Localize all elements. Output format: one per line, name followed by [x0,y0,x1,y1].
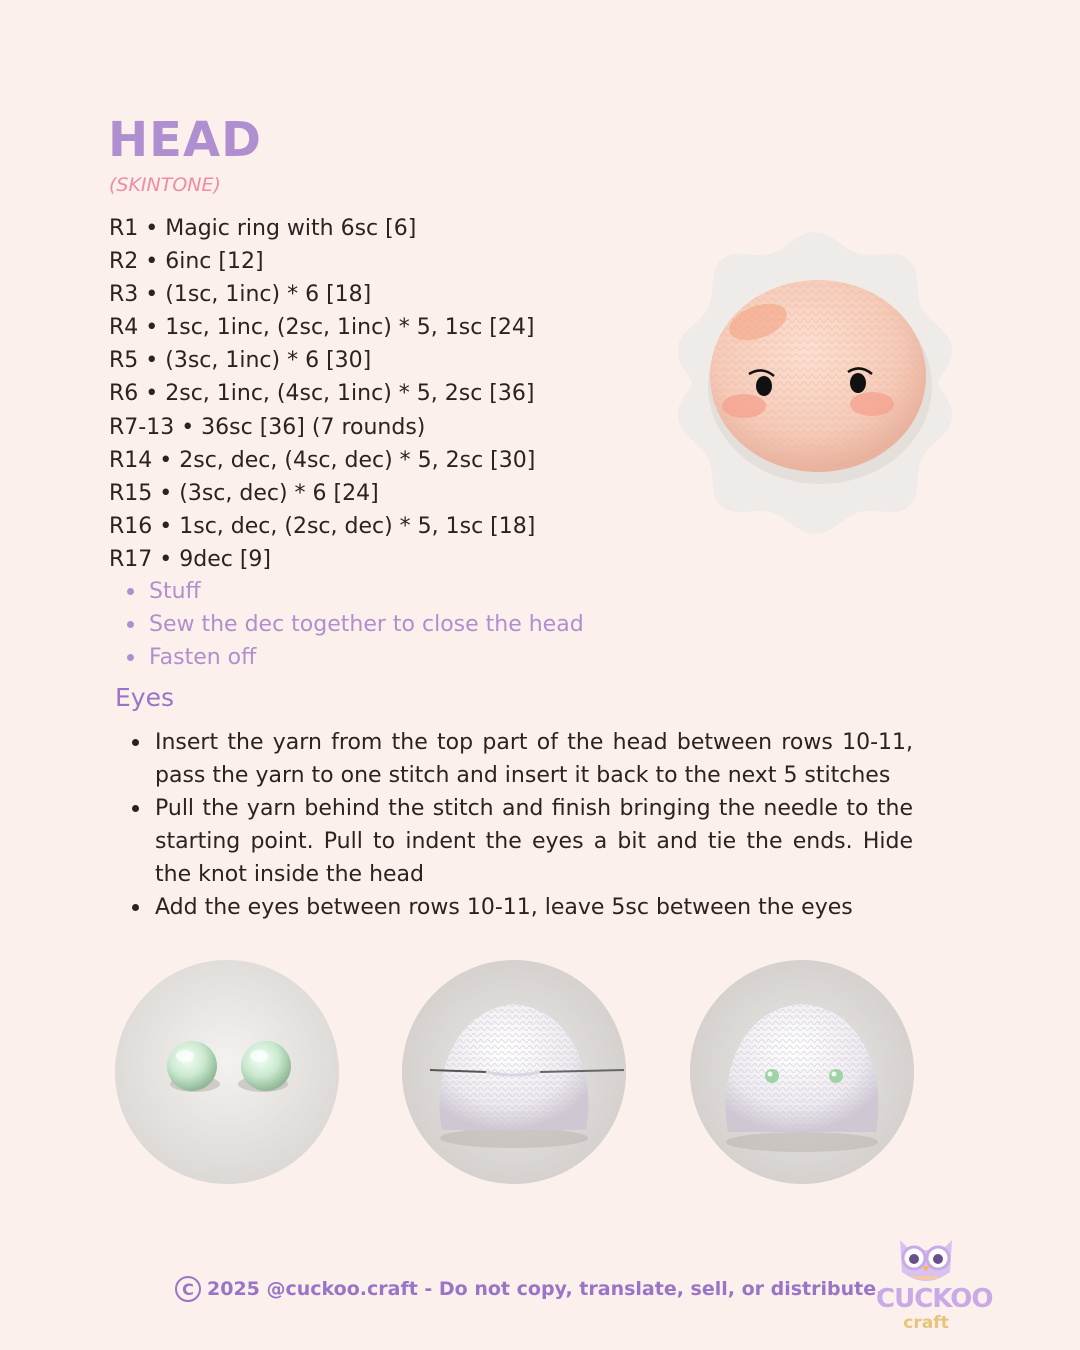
step-text: Add the eyes between rows 10-11, leave 5sc between the eyes [155,895,853,920]
note-text: Fasten off [149,645,257,670]
needle-step-image [402,960,626,1184]
head-photo [658,226,972,540]
logo-subname: craft [903,1313,949,1333]
note-text: Stuff [149,579,201,604]
safety-eyes-image [115,960,339,1184]
logo-name: CUCKOO [876,1284,993,1314]
round-item: R6 • 2sc, 1inc, (4sc, 1inc) * 5, 2sc [36] [109,381,535,407]
round-item: R2 • 6inc [12] [109,249,264,275]
step-text: Insert the yarn from the top part of the head between rows 10-11, pass the yarn to one stitch and insert it back to the next 5 stitches [155,730,913,788]
bullet-icon [127,654,134,661]
round-item: R4 • 1sc, 1inc, (2sc, 1inc) * 5, 1sc [24] [109,315,535,341]
round-item: R7-13 • 36sc [36] (7 rounds) [109,414,426,440]
bullet-icon [127,588,134,595]
rounds-list [109,212,535,576]
note-item [127,608,584,641]
note-item [127,641,584,674]
round-item: R17 • 9dec [9] [109,546,271,572]
step-item [130,792,913,891]
round-item: R1 • Magic ring with 6sc [6] [109,216,417,241]
round-item: R5 • (3sc, 1inc) * 6 [30] [109,348,372,374]
eyes-steps [130,726,913,924]
step-text: Pull the yarn behind the stitch and finish bringing the needle to the starting point. Pull to indent the eyes a bit and tie the ends. Hide the knot inside the head [155,796,913,887]
bullet-icon [127,621,134,628]
round-item: R14 • 2sc, dec, (4sc, dec) * 5, 2sc [30] [109,447,536,473]
copyright-text: 2025 @cuckoo.craft - Do not copy, translate, sell, or distribute. [207,1278,884,1300]
bullet-icon [132,739,139,746]
round-item: R15 • (3sc, dec) * 6 [24] [109,480,379,506]
round-item: R3 • (1sc, 1inc) * 6 [18] [109,282,372,308]
round-item: R16 • 1sc, dec, (2sc, dec) * 5, 1sc [18] [109,513,536,539]
page-title: HEAD [108,112,262,168]
yarn-color-note: (SKINTONE) [109,174,221,196]
eyes-heading: Eyes [115,683,174,712]
step-item [130,891,913,924]
needle-step-photo [402,960,626,1184]
eyes-added-photo [690,960,914,1184]
bullet-icon [132,805,139,812]
step-item [130,726,913,792]
note-text: Sew the dec together to close the head [149,612,584,637]
owl-icon [876,1228,976,1288]
safety-eyes-photo [115,960,339,1184]
finishing-notes [127,575,584,674]
brand-logo [876,1228,993,1336]
eyes-added-image [690,960,914,1184]
copyright-footer [175,1273,883,1305]
copyright-icon: C [175,1276,201,1302]
note-item [127,575,584,608]
bullet-icon [132,904,139,911]
